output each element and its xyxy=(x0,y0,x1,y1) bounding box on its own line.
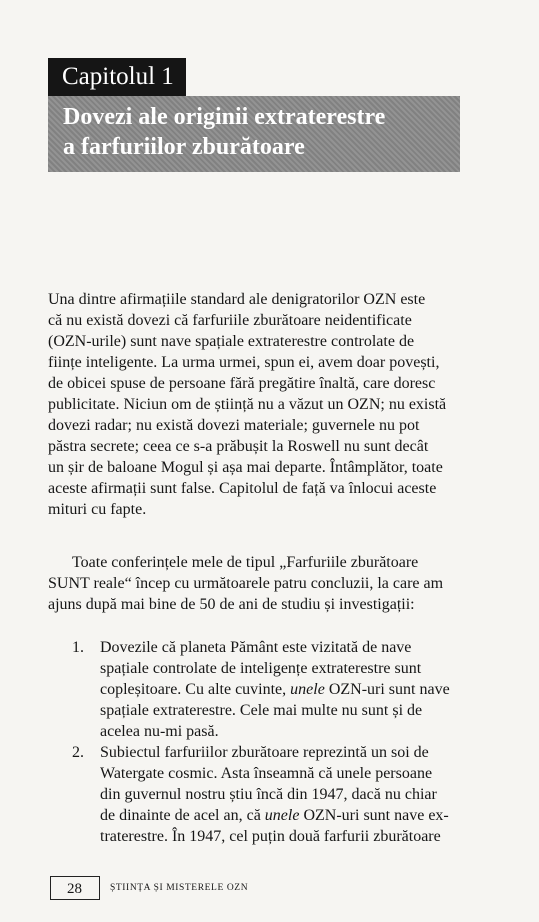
conclusions-list xyxy=(72,637,522,847)
list-number: 1. xyxy=(72,639,84,656)
text-line: mituri cu fapte. xyxy=(48,501,147,518)
list-item xyxy=(72,637,522,742)
chapter-label: Capitolul 1 xyxy=(48,58,186,96)
text-line: Una dintre afirmațiile standard ale denigratorilor OZN este xyxy=(48,291,426,308)
text-line: acelea nu-mi pasă. xyxy=(100,723,219,740)
text-line: spațiale extraterestre. Cele mai multe nu sunt și de xyxy=(100,702,423,719)
chapter-title-line: Dovezi ale originii extraterestre xyxy=(63,104,386,130)
page-number: 28 xyxy=(50,876,100,900)
text-line: (OZN-urile) sunt nave spațiale extraterestre controlate de xyxy=(48,333,415,350)
emphasis-text: unele xyxy=(290,681,325,698)
chapter-title-line: a farfuriilor zburătoare xyxy=(63,134,305,160)
text-line: că nu există dovezi că farfuriile zburătoare neidentificate xyxy=(48,312,412,329)
emphasis-text: unele xyxy=(264,807,300,824)
list-item xyxy=(72,742,522,847)
running-title: ȘTIINȚA ȘI MISTERELE OZN xyxy=(110,883,249,893)
text-line: publicitate. Niciun om de știință nu a văzut un OZN; nu există xyxy=(48,396,447,413)
text-line: SUNT reale“ încep cu următoarele patru concluzii, la care am xyxy=(48,575,444,592)
text-line: de dinainte de acel an, că unele OZN-uri sunt nave ex- xyxy=(100,807,449,824)
text-line: din guvernul nostru știu încă din 1947, dacă nu chiar xyxy=(100,786,437,803)
text-line: traterestre. În 1947, cel puțin două farfurii zburătoare xyxy=(100,828,441,845)
text-line: Dovezile că planeta Pământ este vizitată de nave xyxy=(100,639,412,656)
text-line: ajuns după mai bine de 50 de ani de studiu și investigații: xyxy=(48,596,415,613)
text-line: păstra secrete; ceea ce s-a prăbușit la Roswell nu sunt decât xyxy=(48,438,429,455)
text-line: Toate conferințele mele de tipul „Farfuriile zburătoare xyxy=(72,554,419,571)
text-line: aceste afirmații sunt false. Capitolul de față va înlocui aceste xyxy=(48,480,437,497)
text-line: ființe inteligente. La urma urmei, spun ei, avem doar povești, xyxy=(48,354,440,371)
text-line: copleșitoare. Cu alte cuvinte, unele OZN-uri sunt nave xyxy=(100,681,450,698)
text-line: dovezi radar; nu există dovezi materiale; guvernele nu pot xyxy=(48,417,420,434)
text-line: Subiectul farfuriilor zburătoare reprezintă un soi de xyxy=(100,744,429,761)
paragraph-intro xyxy=(48,289,518,520)
text-line: de obicei spuse de persoane fără pregătire înaltă, care doresc xyxy=(48,375,436,392)
text-line: Watergate cosmic. Asta înseamnă că unele persoane xyxy=(100,765,433,782)
paragraph-conclusions-cont xyxy=(48,573,518,615)
chapter-title xyxy=(48,96,460,172)
text-line: un șir de baloane Mogul și așa mai departe. Întâmplător, toate xyxy=(48,459,443,476)
paragraph-conclusions-intro xyxy=(72,552,539,573)
text-line: spațiale controlate de inteligențe extraterestre sunt xyxy=(100,660,422,677)
list-number: 2. xyxy=(72,744,84,761)
